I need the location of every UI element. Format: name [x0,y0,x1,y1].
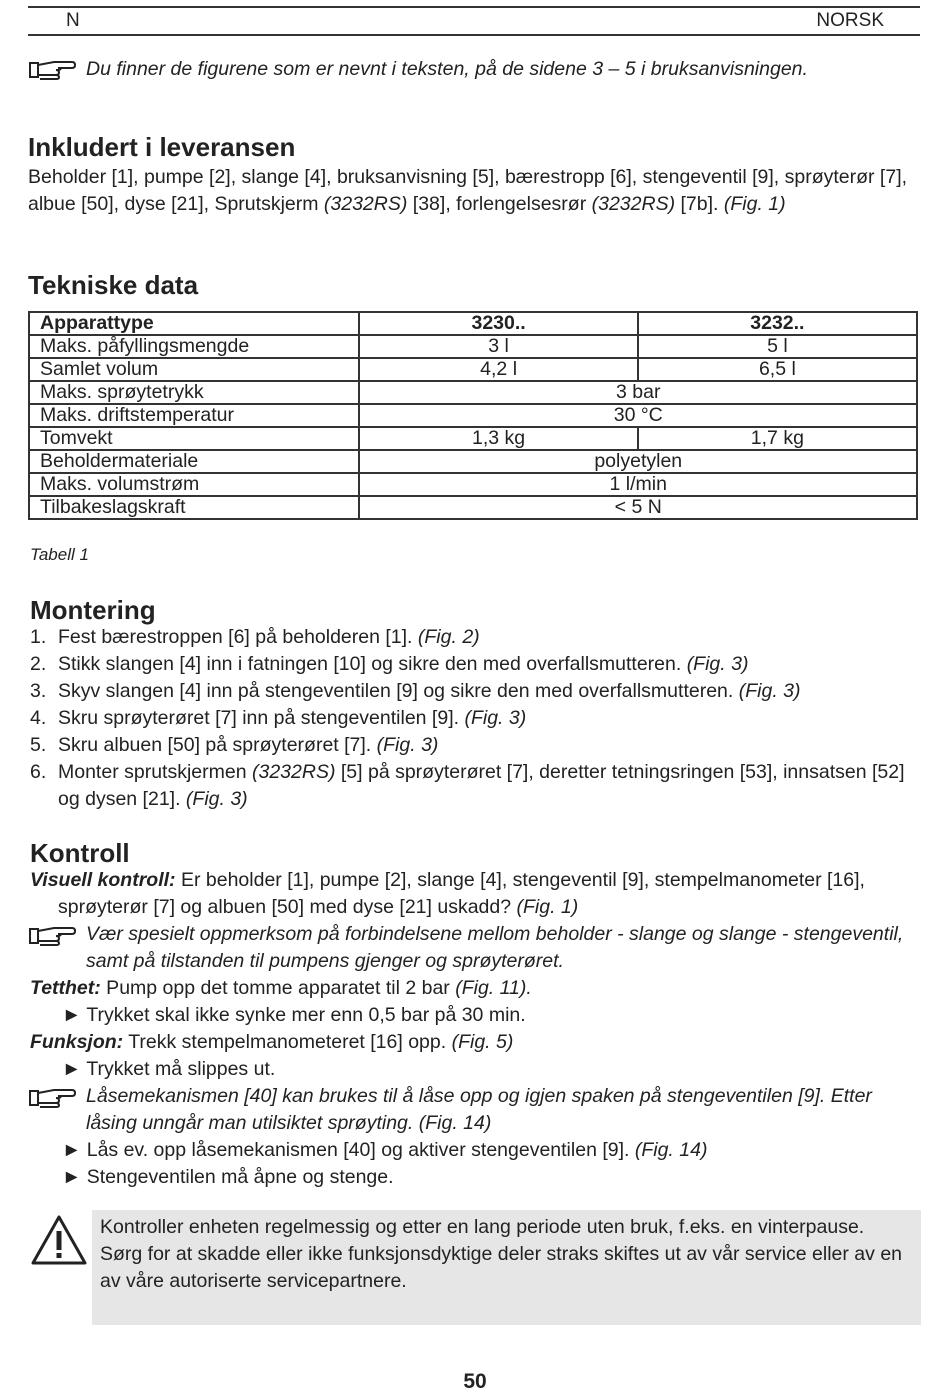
kontroll-heading: Kontroll [30,838,130,868]
warning-triangle-icon [30,1214,88,1266]
list-item [28,651,918,678]
function-result: ► Trykket må slippes ut. [62,1058,276,1080]
hint-lock-text: Låsemekanismen [40] kan brukes til å låse opp og igjen spaken på stengeventilen [9]. Etter låsing unngår man utilsiktet sprøyting. (Fig. 14) [86,1085,872,1134]
step-text: Fest bærestroppen [6] på beholderen [1]. [58,626,418,648]
delivery-text-3: [7b]. [675,193,724,215]
row-value-shared: < 5 N [359,496,917,519]
delivery-paragraph [28,164,918,218]
function-lead: Funksjon: [30,1031,124,1053]
step-fig-ref: (Fig. 3) [376,734,439,756]
column-header-type: Apparattype [29,312,359,335]
pointing-hand-icon [28,58,76,80]
table-row [29,358,917,381]
row-label: Tilbakeslagskraft [29,496,359,519]
step-text: Skru albuen [50] på sprøyterøret [7]. [58,734,377,756]
list-item [28,705,918,732]
step-number: 4. [30,707,47,729]
page-header [28,6,920,36]
tech-heading: Tekniske data [28,270,199,300]
intro-note-text: Du finner de figurene som er nevnt i teksten, på de sidene 3 – 5 i bruksanvisningen. [86,58,808,80]
delivery-model-2: (3232RS) [591,193,676,215]
row-value-3232: 1,7 kg [638,427,917,450]
table-row [29,335,917,358]
tightness-lead: Tetthet: [30,977,101,999]
step-number: 6. [30,761,47,783]
step-fig-ref: (Fig. 3) [464,707,527,729]
valve-result: ► Stengeventilen må åpne og stenge. [62,1166,394,1188]
step-model: (3232RS) [251,761,336,783]
step-text: Monter sprutskjermen [58,761,252,783]
list-item [28,759,918,813]
hint-connections [30,921,920,975]
intro-note [28,56,918,83]
row-label: Tomvekt [29,427,359,450]
row-value-shared: polyetylen [359,450,917,473]
delivery-text-1: Beholder [1], pumpe [2], slange [4], bruksanvisning [5], bærestropp [6], stengeventil [9], sprøyterør [7], albue [50], dyse [21], Sprutskjerm [28,166,908,215]
header-language-name: NORSK [816,10,884,31]
delivery-text-2: [38], forlengelsesrør [407,193,592,215]
row-value-shared: 3 bar [359,381,917,404]
step-text: Skru sprøyterøret [7] inn på stengeventilen [9]. [58,707,465,729]
step-number: 3. [30,680,47,702]
row-value-3232: 5 l [638,335,917,358]
step-number: 2. [30,653,47,675]
table-header-row [29,312,917,335]
tightness-text: Pump opp det tomme apparatet til 2 bar [100,977,456,999]
row-value-shared: 1 l/min [359,473,917,496]
list-item [28,678,918,705]
row-value-3230: 4,2 l [359,358,637,381]
page-number: 50 [463,1370,487,1393]
warning-text [92,1210,921,1295]
visual-check [30,867,920,921]
warning-line-2: Sørg for at skadde eller ikke funksjonsdyktige deler straks skiftes ut av vår service eller av en av våre autoriserte servicepartnere. [100,1243,903,1292]
column-header-3232: 3232.. [638,312,917,335]
step-text: Skyv slangen [4] inn på stengeventilen [9] og sikre den med overfallsmutteren. [58,680,739,702]
list-item [28,732,918,759]
step-fig-ref: (Fig. 2) [417,626,480,648]
row-label: Maks. sprøytetrykk [29,381,359,404]
step-fig-ref: (Fig. 3) [185,788,248,810]
table-row [29,473,917,496]
visual-check-text: Er beholder [1], pumpe [2], slange [4], stengeventil [9], stempelmanometer [16], sprøyterør [7] og albuen [50] med dyse [21] uskadd? [58,869,865,918]
step-fig-ref: (Fig. 3) [686,653,749,675]
visual-check-ref: (Fig. 1) [516,896,579,918]
row-label: Maks. driftstemperatur [29,404,359,427]
pointing-hand-icon [28,1086,76,1108]
tightness-result: ► Trykket skal ikke synke mer enn 0,5 bar på 30 min. [62,1004,526,1026]
table-row [29,450,917,473]
step-text: [5] på sprøyterøret [7], deretter tetningsringen [53], innsatsen [52] og dysen [21]. [58,761,905,810]
lock-step-text: ► Lås ev. opp låsemekanismen [40] og aktiver stengeventilen [9]. [62,1139,635,1161]
row-value-3232: 6,5 l [638,358,917,381]
lock-step [30,1137,920,1164]
row-value-3230: 3 l [359,335,637,358]
pointing-hand-icon [28,924,76,946]
column-header-3230: 3230.. [359,312,637,335]
row-label: Beholdermateriale [29,450,359,473]
table-row [29,496,917,519]
function-text: Trekk stempelmanometeret [16] opp. [123,1031,452,1053]
step-number: 5. [30,734,47,756]
warning-line-1: Kontroller enheten regelmessig og etter en lang periode uten bruk, f.eks. en vinterpause. [100,1216,865,1238]
row-label: Maks. påfyllingsmengde [29,335,359,358]
hint-lock [30,1083,920,1137]
visual-check-lead: Visuell kontroll: [30,869,176,891]
step-text: Stikk slangen [4] inn i fatningen [10] og sikre den med overfallsmutteren. [58,653,687,675]
hint-connections-text: Vær spesielt oppmerksom på forbindelsene mellom beholder - slange og slange - stengeventil, samt på tilstanden til pumpens gjenger og sprøyterøret. [86,923,904,972]
step-fig-ref: (Fig. 3) [738,680,801,702]
function-ref: (Fig. 5) [451,1031,514,1053]
header-language-code: N [66,10,80,31]
lock-step-ref: (Fig. 14) [634,1139,708,1161]
table-row [29,381,917,404]
table-caption: Tabell 1 [30,545,89,564]
delivery-fig-ref: (Fig. 1) [723,193,786,215]
montering-steps [28,624,918,813]
tech-data-table [28,311,918,520]
row-value-3230: 1,3 kg [359,427,637,450]
tightness-check [30,975,920,1002]
list-item [28,624,918,651]
row-value-shared: 30 °C [359,404,917,427]
row-label: Maks. volumstrøm [29,473,359,496]
table-row [29,404,917,427]
montering-heading: Montering [30,595,156,625]
table-row [29,427,917,450]
delivery-model-1: (3232RS) [323,193,408,215]
kontroll-section [30,867,920,1191]
function-check [30,1029,920,1056]
row-label: Samlet volum [29,358,359,381]
step-number: 1. [30,626,47,648]
warning-box [92,1210,921,1325]
delivery-heading: Inkludert i leveransen [28,132,296,162]
tightness-ref: (Fig. 11). [455,977,532,999]
